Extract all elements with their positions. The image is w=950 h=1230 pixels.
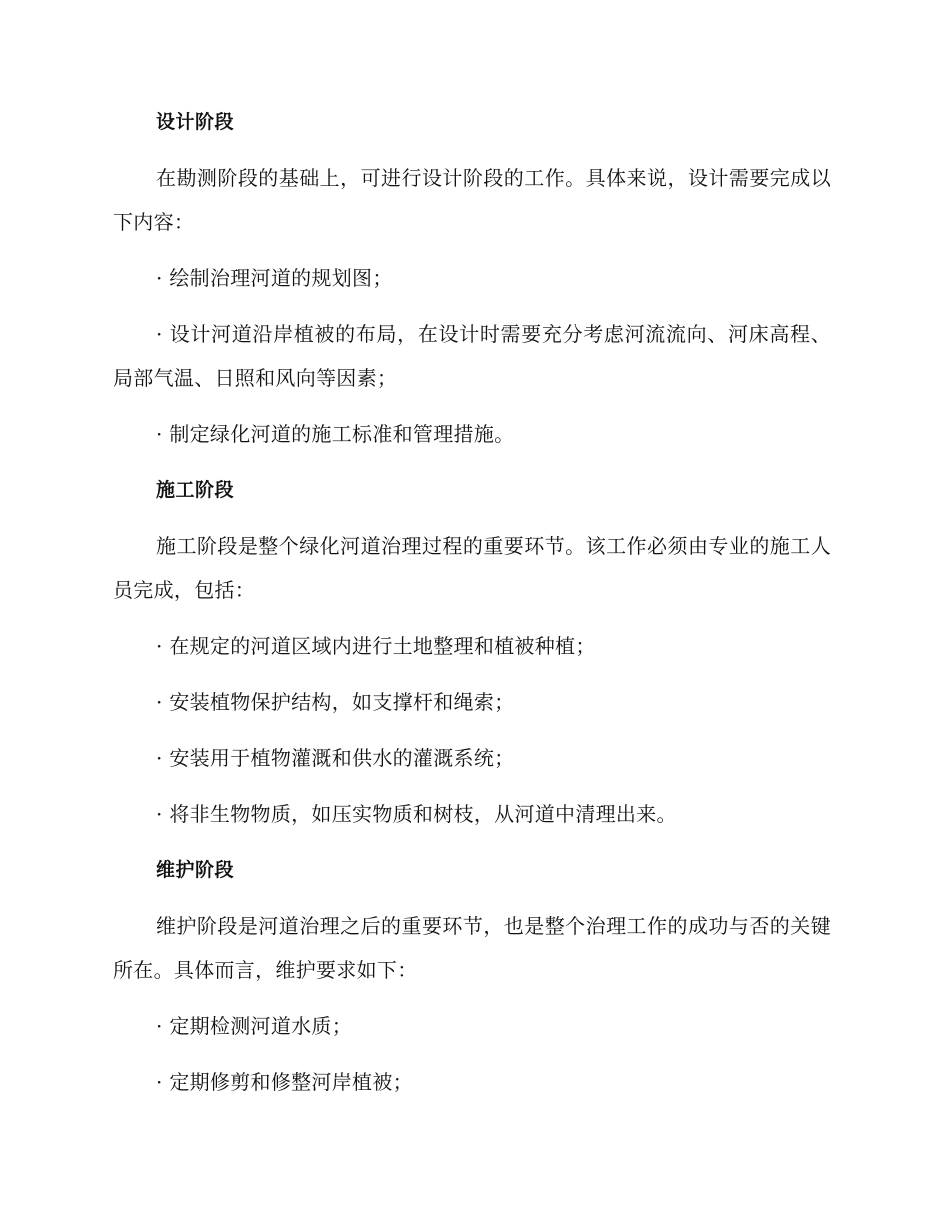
bullet-item: · 绘制治理河道的规划图； [156,266,393,290]
section-paragraph-design: 在勘测阶段的基础上，可进行设计阶段的工作。具体来说，设计需要完成以下内容： [113,166,831,234]
bullet-item: · 将非生物物质，如压实物质和树枝，从河道中清理出来。 [156,802,677,826]
document-page [113,100,831,1116]
bullet-item: · 安装植物保护结构，如支撑杆和绳索； [156,690,515,714]
section-heading-design: 设计阶段 [156,111,235,133]
bullet-item: · 安装用于植物灌溉和供水的灌溉系统； [156,746,515,770]
section-paragraph-construction: 施工阶段是整个绿化河道治理过程的重要环节。该工作必须由专业的施工人员完成，包括： [113,534,831,602]
section-paragraph-maintenance: 维护阶段是河道治理之后的重要环节，也是整个治理工作的成功与否的关键所在。具体而言，维护要求如下： [113,914,831,982]
bullet-item: · 在规定的河道区域内进行土地整理和植被种植； [156,634,596,658]
section-heading-maintenance: 维护阶段 [156,859,235,881]
bullet-item: · 定期检测河道水质； [156,1014,353,1038]
bullet-item: · 设计河道沿岸植被的布局，在设计时需要充分考虑河流流向、河床高程、局部气温、日照和风向等因素； [113,322,831,390]
section-heading-construction: 施工阶段 [156,479,235,501]
bullet-item: · 制定绿化河道的施工标准和管理措施。 [156,422,515,446]
bullet-item: · 定期修剪和修整河岸植被； [156,1070,413,1094]
